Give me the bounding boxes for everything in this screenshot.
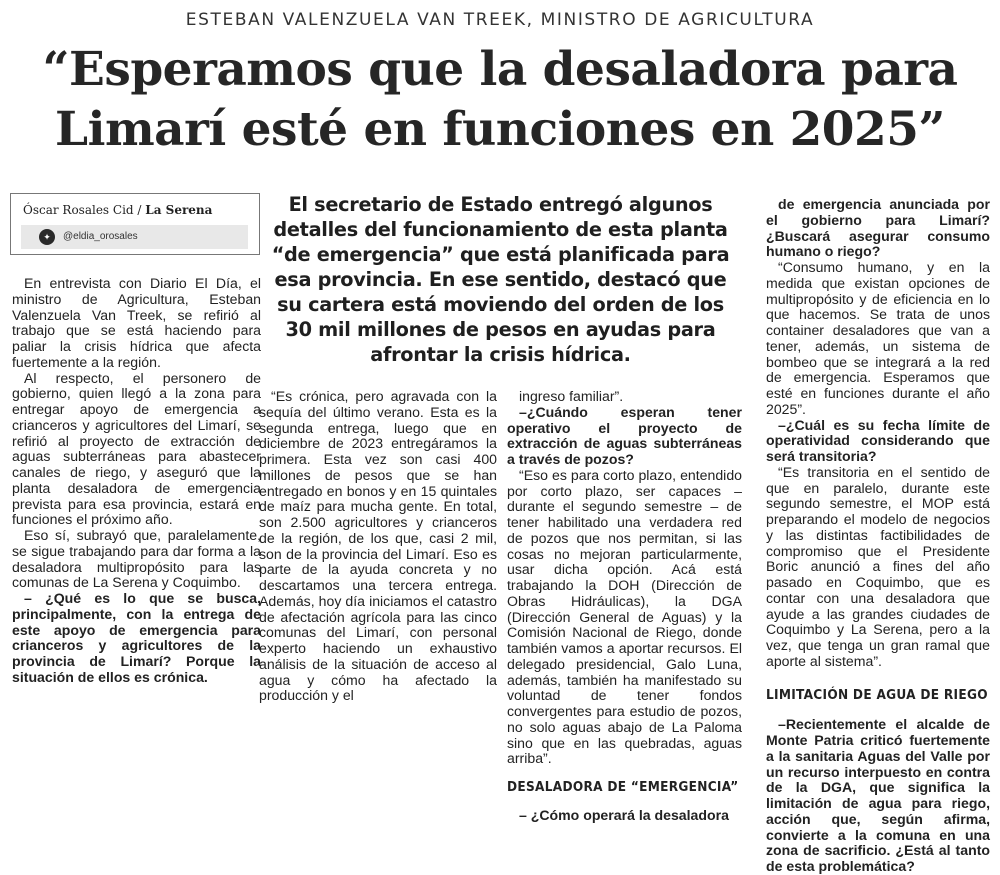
- twitter-handle: @eldia_orosales: [63, 231, 138, 242]
- column-4: [766, 197, 990, 875]
- byline-separator: /: [133, 203, 146, 217]
- col4-subhead: LIMITACIÓN DE AGUA DE RIEGO: [766, 686, 988, 703]
- col4-question-3: –Recientemente el alcalde de Monte Patria criticó fuertemente a la sanitaria Aguas del Valle por un recurso interpuesto en contra de la DGA, que significa la limitación de agua para riego, acción que, según afirma, convierte a la comuna en una zona de sacrificio. ¿Está al tanto de esta problemática?: [766, 716, 990, 874]
- col3-paragraph-1: “Eso es para corto plazo, entendido por corto plazo, ser capaces – durante el segundo semestre – de tener habilitado una verdadera red de pozos que nos permitan, si las cosas no mejoran particularmente, usar dicha opción. Acá está trabajando la DOH (Dirección de Obras Hidráulicas), la DGA (Dirección General de Aguas) y la Comisión Nacional de Riego, donde también vamos a aportar recursos. El delegado presidencial, Galo Luna, además, también ha manifestado su voluntad de tener fondos convergentes para estudio de pozos, no solo aguas abajo de La Paloma sino que en las quebradas, aguas arriba”.: [507, 466, 742, 767]
- col1-paragraph-3: Eso sí, subrayó que, paralelamente, se sigue trabajando para dar forma a la desaladora multipropósito para las comunas de La Serena y Coquimbo.: [12, 527, 261, 591]
- twitter-icon: ✦: [39, 229, 55, 245]
- col4-question-1: de emergencia anunciada por el gobierno para Limarí? ¿Buscará asegurar consumo humano o riego?: [766, 196, 990, 260]
- headline-line-2: Limarí esté en funciones en 2025”: [55, 102, 945, 157]
- twitter-bar: [21, 225, 248, 249]
- col4-paragraph-1: “Consumo humano, y en la medida que existan opciones de multipropósito y de eficiencia en lo que hacemos. Se trata de unos container desaladores que van a tener, además, un sistema de bombeo que se integrará a la red de emergencia. Esperamos que esté en funciones durante el año 2025”.: [766, 259, 990, 417]
- col3-paragraph-0: ingreso familiar”.: [519, 388, 624, 404]
- byline-box: [10, 193, 260, 255]
- col1-paragraph-1: En entrevista con Diario El Día, el ministro de Agricultura, Esteban Valenzuela Van Treek, se refirió al trabajo que se está haciendo para paliar la crisis hídrica que afecta fuertemente a la región.: [12, 275, 261, 370]
- col4-paragraph-2: “Es transitoria en el sentido de que en paralelo, durante este segundo semestre, el MOP está preparando el modelo de negocios y las distintas factibilidades de compromiso que el Presidente Boric anunció a fines del año pasado en Coquimbo, que es contar con una desaladora que ayude a las grandes ciudades de Coquimbo y La Serena, pero a la vez, que tenga un gran ramal que aporte al sistema”.: [766, 463, 990, 669]
- col3-question-2: – ¿Cómo operará la desaladora: [519, 806, 729, 823]
- kicker: ESTEBAN VALENZUELA VAN TREEK, MINISTRO DE AGRICULTURA: [185, 10, 815, 30]
- column-2: [259, 389, 497, 704]
- lead-paragraph: El secretario de Estado entregó algunos detalles del funcionamiento de esta planta “de emergencia” que está planificada para esa provincia. En ese sentido, destacó que su cartera está moviendo del orden de los 30 mil millones de pesos en ayudas para afrontar la crisis hídrica.: [271, 193, 730, 366]
- col1-question-1: – ¿Qué es lo que se busca, principalmente, con la entrega de este apoyo de emergencia para crianceros y agricultores de la provincia de Limarí? Porque la situación de ellos es crónica.: [12, 590, 261, 685]
- headline: [0, 40, 1000, 160]
- col4-question-2: –¿Cuál es su fecha límite de operatividad considerando que será transitoria?: [766, 416, 990, 464]
- col3-subhead: DESALADORA DE “EMERGENCIA”: [507, 779, 739, 795]
- col2-paragraph-1: “Es crónica, pero agravada con la sequía del último verano. Esta es la segunda entrega, luego que en diciembre de 2023 entregáramos la primera. Esta vez son casi 400 millones de pesos que se han entregado en bonos y en 15 quintales de maíz para mucha gente. En total, son 2.500 agricultores y crianceros de la región, de los que, casi 2 mil, son de la provincia del Limarí. Eso es parte de la ayuda concreta y no descartamos una tercera entrega. Además, hoy día iniciamos el catastro de afectación agrícola para las cinco comunas del Limarí, con personal experto haciendo un exhaustivo análisis de la situación de acceso al agua y cómo ha afectado la producción y el: [259, 388, 497, 704]
- column-1: [12, 276, 261, 686]
- author-name: Óscar Rosales Cid: [23, 203, 134, 217]
- byline-author: [23, 203, 212, 217]
- headline-line-1: “Esperamos que la desaladora para: [42, 42, 958, 97]
- col1-paragraph-2: Al respecto, el personero de gobierno, quien llegó a la zona para entregar apoyo de emergencia a crianceros y agricultores del Limarí, se refirió al proyecto de extracción de aguas subterráneas para abastecer canales de riego, y aseguró que la planta desaladora de emergencia prevista para esa provincia, estará en funciones el próximo año.: [12, 369, 261, 528]
- col3-question-1: –¿Cuándo esperan tener operativo el proyecto de extracción de aguas subterráneas a través de pozos?: [507, 403, 742, 467]
- column-3: [507, 389, 742, 824]
- author-location: La Serena: [145, 203, 213, 217]
